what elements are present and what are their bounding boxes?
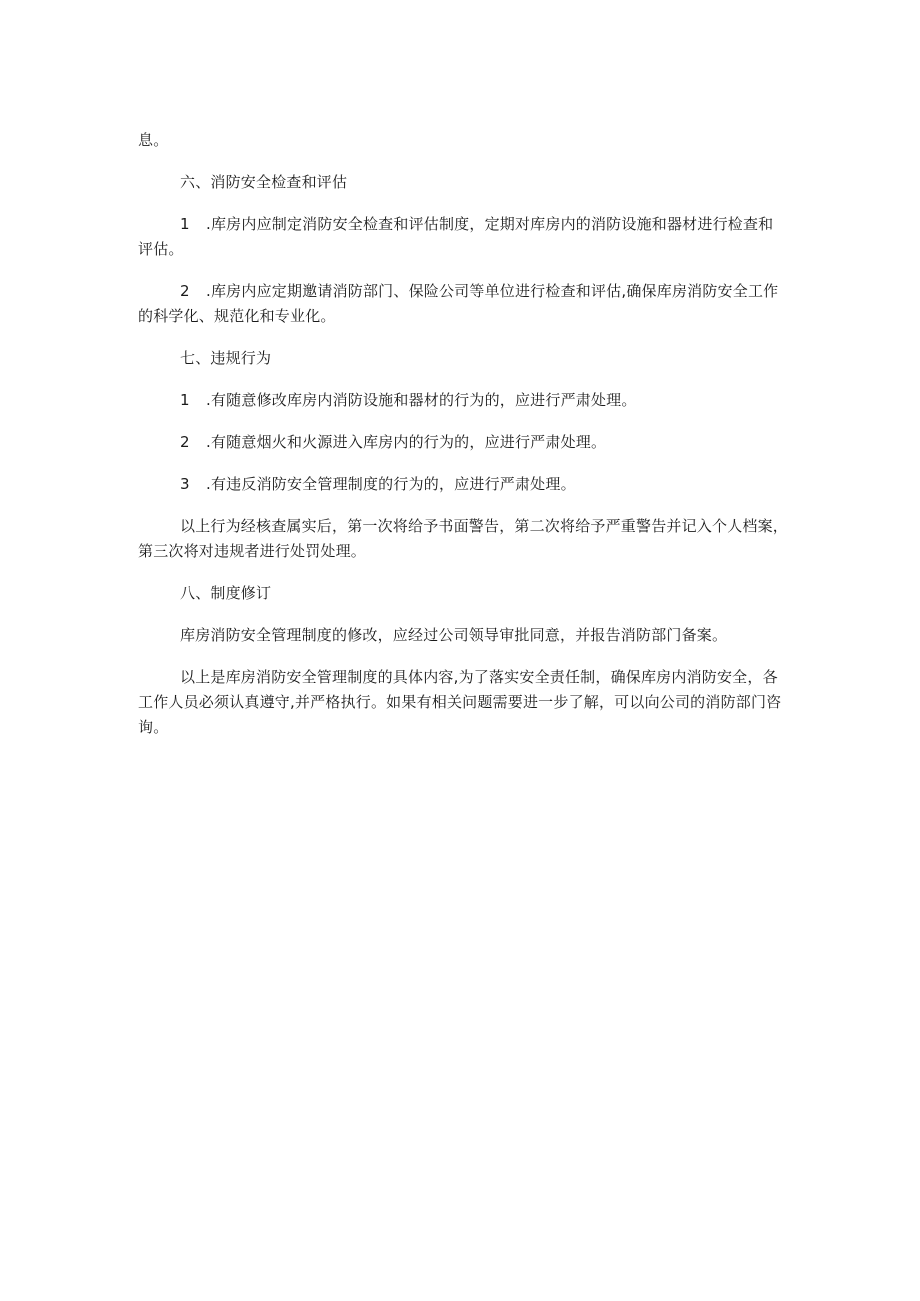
paragraph-6-2 bbox=[138, 279, 788, 329]
section-heading-7: 七、违规行为 bbox=[180, 349, 272, 367]
paragraph-7-3 bbox=[138, 472, 788, 497]
list-number: 3 bbox=[180, 475, 190, 493]
paragraph-text: .库房内应定期邀请消防部门、保险公司等单位进行检查和评估,确保库房消防安全工作的科学化、规范化和专业化。 bbox=[138, 282, 779, 325]
paragraph-7-2 bbox=[138, 430, 788, 455]
paragraph-continuation: 息。 bbox=[138, 131, 169, 149]
paragraph-8-1: 库房消防安全管理制度的修改，应经过公司领导审批同意，并报告消防部门备案。 bbox=[180, 626, 728, 644]
list-number: 2 bbox=[180, 282, 190, 300]
paragraph-7-1 bbox=[138, 388, 788, 413]
document-page bbox=[138, 128, 788, 757]
section-heading-8: 八、制度修订 bbox=[180, 584, 272, 602]
list-number: 1 bbox=[180, 215, 190, 233]
paragraph-text: .有随意修改库房内消防设施和器材的行为的，应进行严肃处理。 bbox=[206, 391, 637, 409]
section-heading-6: 六、消防安全检查和评估 bbox=[180, 173, 348, 191]
paragraph-text: .有随意烟火和火源进入库房内的行为的，应进行严肃处理。 bbox=[206, 433, 607, 451]
paragraph-text: .有违反消防安全管理制度的行为的，应进行严肃处理。 bbox=[206, 475, 576, 493]
paragraph-7-summary: 以上行为经核查属实后，第一次将给予书面警告，第二次将给予严重警告并记入个人档案，第三次将对违规者进行处罚处理。 bbox=[138, 517, 789, 560]
paragraph-6-1 bbox=[138, 212, 788, 262]
paragraph-text: .库房内应制定消防安全检查和评估制度，定期对库房内的消防设施和器材进行检查和评估。 bbox=[138, 215, 774, 258]
paragraph-conclusion: 以上是库房消防安全管理制度的具体内容,为了落实安全责任制，确保库房内消防安全，各工作人员必须认真遵守,并严格执行。如果有相关问题需要进一步了解，可以向公司的消防部门咨询。 bbox=[138, 668, 782, 736]
list-number: 1 bbox=[180, 391, 190, 409]
list-number: 2 bbox=[180, 433, 190, 451]
